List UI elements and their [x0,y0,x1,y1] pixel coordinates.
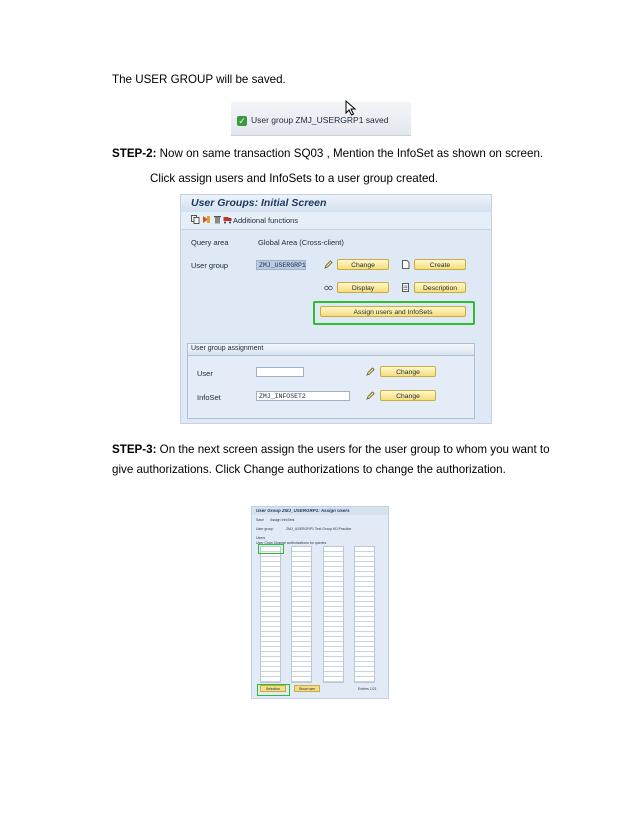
change-button[interactable]: Change [337,259,389,270]
step2-subtext: Click assign users and InfoSets to a user group created. [150,172,439,185]
user-group-label: User group [191,261,229,270]
step2-text: Now on same transaction SQ03 , Mention the InfoSet as shown on screen. [156,147,544,160]
user-field[interactable] [256,367,304,377]
assign-users-screen [251,506,389,699]
user-label: User [197,369,213,378]
query-area-label: Query area [191,238,229,247]
application-toolbar [181,212,491,230]
user-groups-initial-screen [180,194,492,424]
mouse-cursor-icon [345,100,359,116]
status-message: User group ZMJ_USERGRP1 saved [251,115,389,125]
group-value: ZMJ_USERGRP1 Test Group MJ Practice [286,527,352,531]
user-group-assignment-group [187,343,475,419]
entries-count: Entries 1/21 [358,687,377,691]
selection-button[interactable]: Selection [260,685,286,692]
selected-user-highlight [258,544,284,554]
user-column-1[interactable] [260,546,281,683]
user-column-3[interactable] [323,546,344,683]
assign-users-infosets-button[interactable]: Assign users and InfoSets [320,306,466,317]
group-label: User group [256,527,274,531]
transport-icon[interactable] [223,215,232,224]
assign-users-title-bar [252,507,388,515]
infoset-field[interactable]: ZMJ_INFOSET2 [256,391,350,401]
display-button[interactable]: Display [337,282,389,293]
step3-text: On the next screen assign the users for the user group to whom you want to [156,443,550,456]
step3-paragraph [112,442,550,457]
change-infoset-button[interactable]: Change [380,390,436,401]
pencil-icon [324,260,333,269]
saved-status-screenshot [231,102,411,136]
screen-title: User Groups: Initial Screen [191,197,327,209]
user-column-4[interactable] [354,546,375,683]
step2-paragraph [112,146,543,161]
show-user-button[interactable]: Show user [294,685,320,692]
glasses-icon [324,283,333,292]
copy-icon[interactable] [191,215,200,224]
query-area-value: Global Area (Cross-client) [258,238,344,247]
step2-label: STEP-2: [112,147,157,160]
pencil-icon [366,391,375,400]
users-section: Users [256,536,266,540]
step3-text-line2: give authorizations. Click Change authorizations to change the authorization. [112,463,506,476]
assignment-header-text: User group assignment [191,345,264,352]
description-button[interactable]: Description [414,282,466,293]
success-check-icon: ✓ [238,116,246,126]
additional-functions-menu[interactable]: Additional functions [233,216,299,225]
text-document-icon [401,283,410,292]
pencil-icon [366,367,375,376]
infoset-label: InfoSet [197,393,221,402]
screen-title-bar [181,195,491,212]
save-menu[interactable]: Save [256,518,264,522]
blank-page-icon [401,260,410,269]
column-header: User Chan Change authorizations for queries [256,541,327,545]
step3-label: STEP-3: [112,443,157,456]
change-user-button[interactable]: Change [380,366,436,377]
assign-users-title: User Group ZMJ_USERGRP1: Assign Users [256,508,350,513]
user-group-field[interactable]: ZMJ_USERGRP1 [256,260,306,270]
delete-icon[interactable] [213,215,222,224]
create-button[interactable]: Create [414,259,466,270]
rename-icon[interactable] [202,215,211,224]
intro-text: The USER GROUP will be saved. [112,73,286,86]
assignment-header [188,344,474,356]
assign-infosets-menu[interactable]: Assign InfoSets [270,518,295,522]
user-column-2[interactable] [291,546,312,683]
